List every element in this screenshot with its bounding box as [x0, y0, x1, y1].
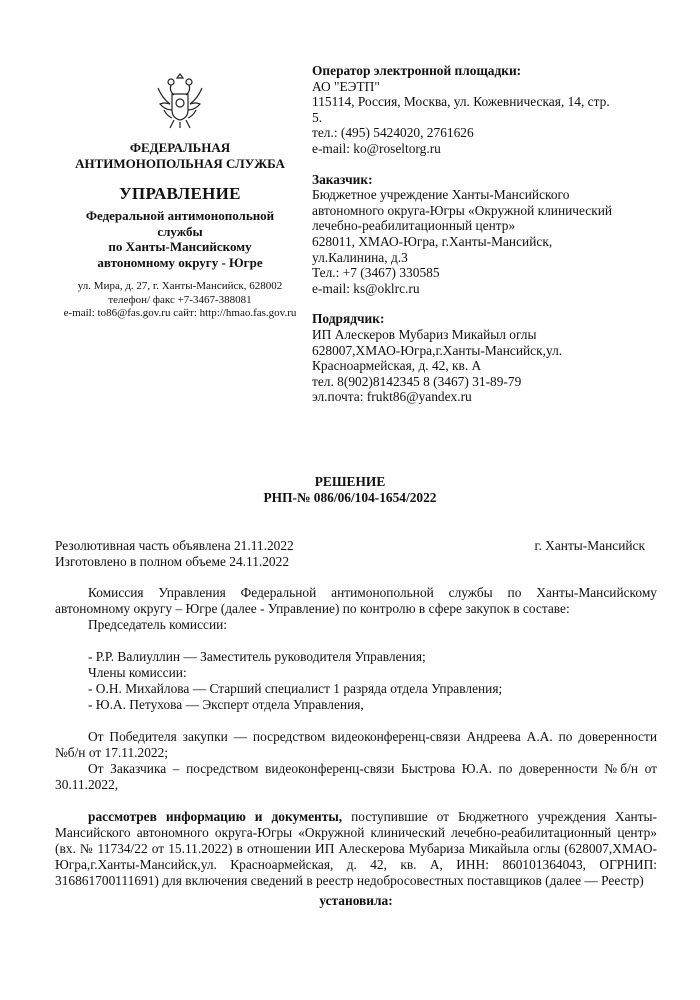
decision-title: РЕШЕНИЕ — [314, 474, 386, 489]
customer-line: Бюджетное учреждение Ханты-Мансийского — [312, 187, 570, 203]
decision-title-block — [0, 474, 700, 506]
produced-date: Изготовлено в полном объеме 24.11.2022 — [55, 554, 290, 569]
members-label: Члены комиссии: — [88, 665, 187, 680]
operator-line: тел.: (495) 5424020, 2761626 — [312, 125, 474, 141]
considered-paragraph — [55, 809, 657, 889]
commission-paragraph: Комиссия Управления Федеральной антимонопольной службы по Ханты-Мансийскому автономному округу – Югре (далее - Управление) по контролю в сфере закупок в составе: — [55, 585, 657, 616]
agency-header — [55, 70, 305, 321]
decision-number: РНП-№ 086/06/104-1654/2022 — [263, 490, 437, 505]
operator-section — [312, 63, 657, 157]
decision-city: г. Ханты-Мансийск — [534, 538, 645, 553]
contractor-line: Красноармейская, д. 42, кв. А — [312, 358, 482, 374]
customer-representative: От Заказчика – посредством видеоконференц-связи Быстрова Ю.А. по доверенности №б/н от 30.11.2022, — [55, 761, 657, 792]
contractor-heading: Подрядчик: — [312, 311, 385, 327]
customer-line: лечебно-реабилитационный центр» — [312, 218, 516, 234]
winner-representative: От Победителя закупки — посредством видеоконференц-связи Андреева А.А. по доверенности №б/н от 17.11.2022; — [55, 729, 657, 760]
customer-line: автономного округа-Югры «Окружной клинический — [312, 202, 613, 218]
addressees — [312, 63, 657, 420]
management-sub-line: автономному округу - Югре — [97, 254, 263, 270]
agency-name-line2: АНТИМОНОПОЛЬНАЯ СЛУЖБА — [75, 156, 285, 171]
customer-line: ул.Калинина, д.3 — [312, 249, 408, 265]
contractor-line: эл.почта: frukt86@yandex.ru — [312, 389, 472, 405]
management-sub-line: по Ханты-Мансийскому — [108, 239, 252, 254]
customer-line: e-mail: ks@oklrc.ru — [312, 280, 420, 296]
agency-address: ул. Мира, д. 27, г. Ханты-Мансийск, 628002 — [77, 280, 283, 292]
member-entry: - О.Н. Михайлова — Старший специалист 1 разряда отдела Управления; — [88, 681, 503, 696]
customer-line: 628011, ХМАО-Югра, г.Ханты-Мансийск, — [312, 233, 553, 249]
agency-email-site: e-mail: to86@fas.gov.ru сайт: http://hmao.fas.gov.ru — [63, 307, 297, 319]
chair-entry: - Р.Р. Валиуллин — Заместитель руководителя Управления; — [88, 649, 426, 664]
contractor-line: 628007,ХМАО-Югра,г.Ханты-Мансийск,ул. — [312, 342, 563, 358]
chair-label: Председатель комиссии: — [88, 617, 228, 632]
management-sub-line: Федеральной антимонопольной — [85, 208, 275, 223]
contractor-line: ИП Алескеров Мубариз Микайыл оглы — [312, 326, 537, 342]
operator-line: 115114, Россия, Москва, ул. Кожевническая, 14, стр. — [312, 94, 610, 110]
agency-name-line1: ФЕДЕРАЛЬНАЯ — [129, 140, 231, 155]
member-entry: - Ю.А. Петухова — Эксперт отдела Управления, — [88, 697, 364, 712]
coat-of-arms-icon — [154, 70, 206, 132]
customer-section — [312, 172, 657, 297]
agency-phone: телефон/ факс +7-3467-388081 — [108, 293, 252, 306]
operator-line: e-mail: ko@roseltorg.ru — [312, 140, 441, 156]
contractor-section — [312, 311, 657, 405]
document-body — [55, 585, 657, 909]
considered-text: поступившие от Бюджетного учреждения Ханты-Мансийского автономного округа-Югры «Окружной клинический лечебно-реабилитационный центр» (вх. № 11734/22 от 15.11.2022) в отношении ИП Алескерова Мубариза Микайыла оглы (628007,ХМАО-Югра,г.Ханты-Мансийск,ул. Красноармейская, д. 42, кв. А, ИНН: 860101364043, ОГРНИП: 316861700111691) для включения сведений в реестр недобросовестных поставщиков (далее — Реестр) — [55, 809, 657, 888]
operator-line: АО "ЕЭТП" — [312, 78, 380, 94]
announced-date: Резолютивная часть объявлена 21.11.2022 — [55, 538, 294, 553]
management-title: УПРАВЛЕНИЕ — [119, 184, 241, 203]
operator-heading: Оператор электронной площадки: — [312, 63, 522, 78]
contractor-line: тел. 8(902)8142345 8 (3467) 31-89-79 — [312, 373, 522, 389]
management-sub-line: службы — [157, 223, 203, 239]
customer-line: Тел.: +7 (3467) 330585 — [312, 265, 440, 281]
operator-line: 5. — [312, 109, 323, 125]
considered-lead: рассмотрев информацию и документы, — [88, 809, 343, 824]
customer-heading: Заказчик: — [312, 171, 373, 187]
established-heading: установила: — [319, 893, 393, 908]
decision-dates — [55, 538, 294, 570]
